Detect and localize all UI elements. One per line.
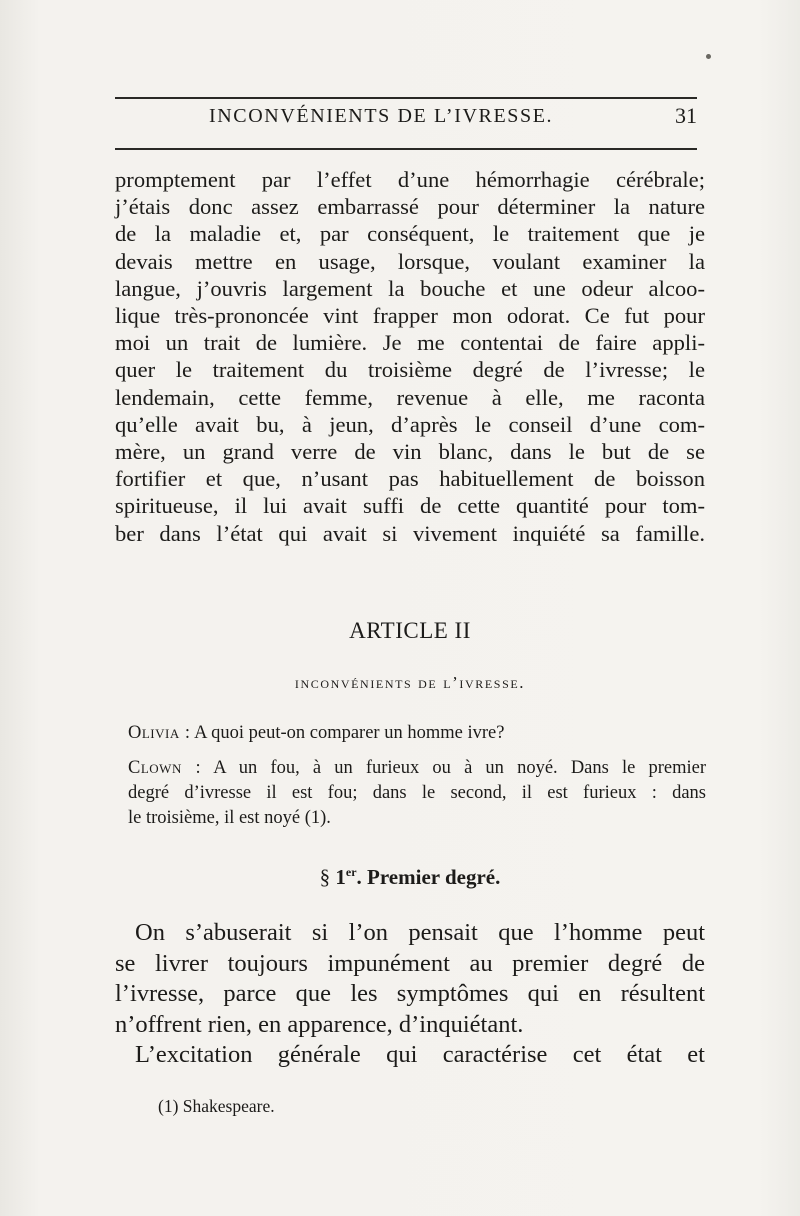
section-symbol: § (319, 865, 331, 889)
page-number: 31 (675, 103, 697, 128)
text-line: devais mettre en usage, lorsque, voulant examiner la (115, 248, 705, 274)
running-title: INCONVÉNIENTS DE L’IVRESSE. (209, 105, 554, 127)
text-line: promptement par l’effet d’une hémorrhagie cérébrale; (115, 167, 705, 192)
text-line: de la maladie et, par conséquent, le traitement que je (115, 221, 705, 247)
dialogue-clown (128, 756, 706, 831)
speaker-clown: Clown : (128, 758, 202, 778)
clown-line-2: degré d’ivresse il est fou; dans le second, il est furieux : dans (128, 783, 706, 803)
article-subtitle: inconvénients de l’ivresse. (294, 673, 526, 692)
article-title: ARTICLE II (349, 618, 471, 643)
text-line: j’étais donc assez embarrassé pour déterminer la nature (115, 194, 705, 220)
text-line: spiritueuse, il lui avait suffi de cette quantité pour tom- (115, 493, 705, 519)
speaker-olivia: Olivia : (128, 723, 191, 743)
paragraph-excitation (115, 1040, 705, 1071)
clown-line-text: A un fou, à un furieux ou à un noyé. Dans le premier (213, 758, 707, 778)
body-paragraph (115, 166, 705, 547)
ordinal-number: 1 (335, 865, 346, 889)
text-line: mère, un grand verre de vin blanc, dans le but de se (115, 439, 705, 465)
dialogue-olivia (128, 721, 706, 746)
section-ordinal: 1er. (335, 865, 362, 889)
text-line: lendemain, cette femme, revenue à elle, me raconta (115, 384, 705, 410)
text-line: langue, j’ouvris largement la bouche et une odeur alcoo- (115, 275, 705, 301)
text-line: fortifier et que, n’usant pas habituellement de boisson (115, 466, 705, 492)
running-head (115, 103, 697, 139)
paragraph-premier-degre (115, 918, 705, 1040)
text-line: moi un trait de lumière. Je me contentai de faire appli- (115, 330, 705, 356)
text-line: lique très-prononcée vint frapper mon odorat. Ce fut pour (115, 303, 705, 329)
text-line: l’ivresse, parce que les symptômes qui en résultent (115, 980, 705, 1007)
text-line: L’excitation générale qui caractérise cet état et (135, 1041, 705, 1068)
footnote: (1) Shakespeare. (158, 1096, 275, 1116)
clown-line-3: le troisième, il est noyé (1). (128, 808, 331, 828)
header-rule-bottom (115, 148, 697, 150)
section-title: Premier degré. (367, 865, 501, 889)
olivia-line: A quoi peut-on comparer un homme ivre? (194, 723, 505, 743)
header-rule-top (115, 97, 697, 99)
ordinal-suffix: er (345, 865, 357, 879)
clown-line-1 (128, 756, 706, 781)
text-line: On s’abuserait si l’on pensait que l’homme peut (135, 919, 705, 946)
section-heading (115, 865, 705, 890)
ink-speck (706, 54, 711, 59)
text-line: ber dans l’état qui avait si vivement inquiété sa famille. (115, 520, 705, 546)
text-line: quer le traitement du troisième degré de l’ivresse; le (115, 357, 705, 383)
text-line: qu’elle avait bu, à jeun, d’après le conseil d’une com- (115, 411, 705, 437)
text-line: n’offrent rien, en apparence, d’inquiétant. (115, 1010, 524, 1038)
text-line: se livrer toujours impunément au premier degré de (115, 949, 705, 977)
